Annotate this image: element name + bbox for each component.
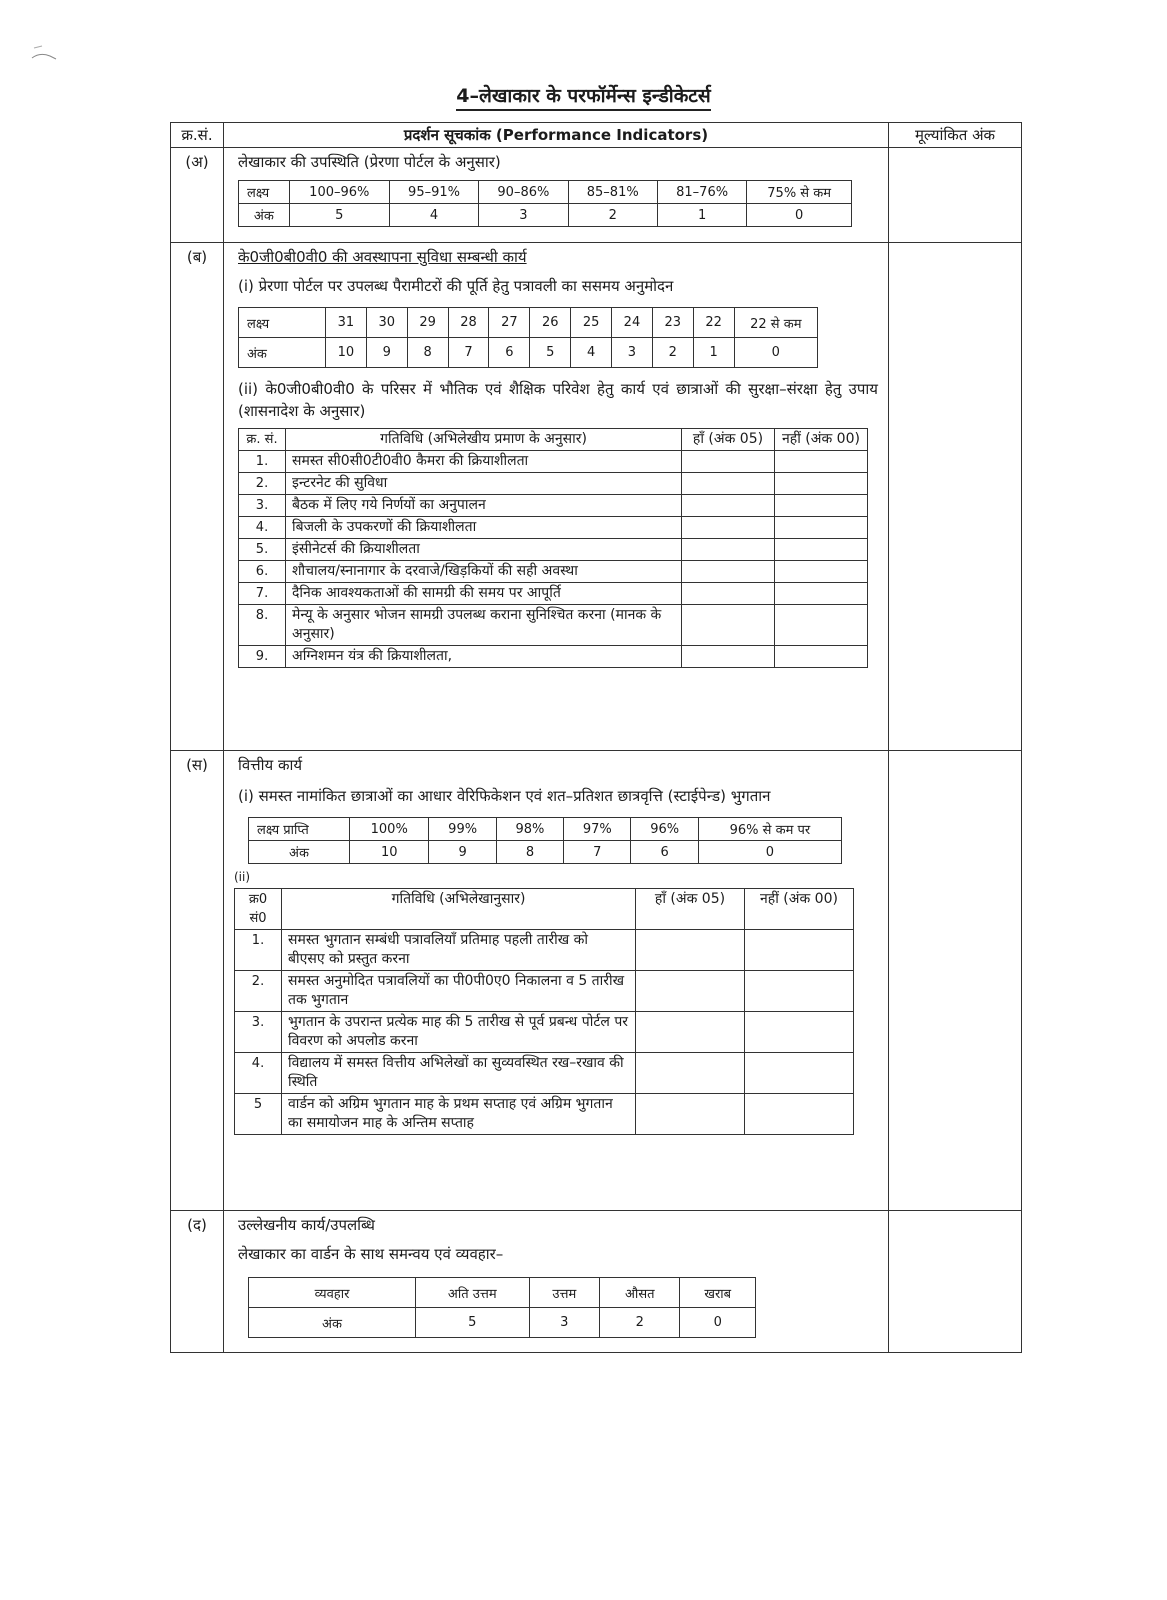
activity-no-header: क्र0 सं0: [235, 889, 282, 930]
score-cell: 95–91%: [389, 181, 478, 204]
no-header: नहीं (अंक 00): [745, 889, 854, 930]
score-cell: 1: [657, 204, 746, 227]
activity-text: अग्निशमन यंत्र की क्रियाशीलता,: [286, 646, 682, 668]
section-b-body: [224, 243, 889, 751]
yes-cell: [682, 605, 775, 646]
activity-number: 2.: [235, 971, 282, 1012]
row-label: अंक: [239, 204, 290, 227]
activity-row: [239, 539, 868, 561]
no-header: नहीं (अंक 00): [775, 429, 868, 451]
score-cell: 4: [571, 338, 612, 368]
yes-cell: [682, 451, 775, 473]
yes-cell: [682, 473, 775, 495]
activity-text: शौचालय/स्नानागार के दरवाजे/खिड़कियों की सही अवस्था: [286, 561, 682, 583]
attendance-score-table: [238, 180, 852, 227]
yes-cell: [682, 583, 775, 605]
page-title: 4–लेखाकार के परफॉर्मेन्स इन्डीकेटर्स: [0, 82, 1167, 108]
score-cell: 5: [416, 1308, 530, 1338]
target-row: [239, 308, 818, 338]
score-cell: 81–76%: [657, 181, 746, 204]
no-cell: [745, 1094, 854, 1135]
row-label: अंक: [249, 841, 350, 864]
score-cell: 8: [407, 338, 448, 368]
activity-number: 1.: [239, 451, 286, 473]
activity-text: समस्त सी0सी0टी0वी0 कैमरा की क्रियाशीलता: [286, 451, 682, 473]
section-d-sub: लेखाकार का वार्डन के साथ समन्वय एवं व्यवहार–: [238, 1245, 504, 1263]
row-label: अंक: [249, 1308, 416, 1338]
score-cell: 85–81%: [568, 181, 657, 204]
yes-cell: [636, 971, 745, 1012]
score-cell: 99%: [429, 818, 496, 841]
score-cell: 28: [448, 308, 489, 338]
score-cell: 7: [448, 338, 489, 368]
yes-header: हाँ (अंक 05): [636, 889, 745, 930]
activity-row: [239, 495, 868, 517]
activity-header: गतिविधि (अभिलेखानुसार): [282, 889, 636, 930]
score-cell: 9: [366, 338, 407, 368]
score-cell: 90–86%: [479, 181, 568, 204]
scan-mark: [30, 44, 60, 64]
no-cell: [775, 561, 868, 583]
score-cell: 0: [680, 1308, 756, 1338]
row-label: अंक: [239, 338, 326, 368]
section-b-sub-i: (i) प्रेरणा पोर्टल पर उपलब्ध पैरामीटरों की पूर्ति हेतु पत्रावली का ससमय अनुमोदन: [238, 277, 674, 295]
yes-cell: [636, 1094, 745, 1135]
no-cell: [775, 451, 868, 473]
points-row: [249, 1308, 756, 1338]
score-cell: 6: [489, 338, 530, 368]
score-cell: 9: [429, 841, 496, 864]
activity-number: 6.: [239, 561, 286, 583]
score-cell: 10: [349, 841, 428, 864]
score-cell: 30: [366, 308, 407, 338]
activity-text: वार्डन को अग्रिम भुगतान माह के प्रथम सप्ताह एवं अग्रिम भुगतान का समायोजन माह के अन्तिम सप्ताह: [282, 1094, 636, 1135]
activity-text: बैठक में लिए गये निर्णयों का अनुपालन: [286, 495, 682, 517]
activity-text: भुगतान के उपरान्त प्रत्येक माह की 5 तारीख से पूर्व प्रबन्ध पोर्टल पर विवरण को अपलोड करना: [282, 1012, 636, 1053]
no-cell: [745, 1012, 854, 1053]
section-a-title: लेखाकार की उपस्थिति (प्रेरणा पोर्टल के अनुसार): [238, 153, 501, 171]
score-cell: 3: [529, 1308, 600, 1338]
activity-text: मेन्यू के अनुसार भोजन सामग्री उपलब्ध कराना सुनिश्चित करना (मानक के अनुसार): [286, 605, 682, 646]
activity-number: 5: [235, 1094, 282, 1135]
activity-text: इन्टरनेट की सुविधा: [286, 473, 682, 495]
activity-row: [239, 605, 868, 646]
activity-row: [239, 451, 868, 473]
activity-number: 9.: [239, 646, 286, 668]
activity-number: 8.: [239, 605, 286, 646]
section-a-body: [224, 148, 889, 243]
section-b-title: के0जी0बी0वी0 की अवस्थापना सुविधा सम्बन्धी कार्य: [238, 248, 527, 266]
no-cell: [775, 539, 868, 561]
activity-number: 3.: [239, 495, 286, 517]
score-cell: 8: [496, 841, 563, 864]
header-row: [171, 123, 1022, 148]
score-cell: 23: [652, 308, 693, 338]
section-d-body: [224, 1211, 889, 1353]
activity-number: 2.: [239, 473, 286, 495]
score-cell: 6: [631, 841, 698, 864]
activity-row: [239, 561, 868, 583]
activity-number: 7.: [239, 583, 286, 605]
score-cell: 29: [407, 308, 448, 338]
activity-number: 3.: [235, 1012, 282, 1053]
score-cell: अति उत्तम: [416, 1278, 530, 1308]
facility-activity-table: [238, 428, 868, 668]
yes-cell: [682, 495, 775, 517]
section-c-marks: [889, 751, 1022, 1211]
score-cell: 10: [326, 338, 367, 368]
score-cell: 2: [568, 204, 657, 227]
activity-text: दैनिक आवश्यकताओं की सामग्री की समय पर आपूर्ति: [286, 583, 682, 605]
activity-header-row: [235, 889, 854, 930]
behaviour-score-table: [248, 1277, 756, 1338]
activity-text: समस्त अनुमोदित पत्रावलियों का पी0पी0ए0 निकालना व 5 तारीख तक भुगतान: [282, 971, 636, 1012]
target-row: [249, 818, 842, 841]
no-cell: [775, 646, 868, 668]
row-label: लक्ष्य: [239, 308, 326, 338]
yes-cell: [636, 1012, 745, 1053]
section-b-sub-ii: (ii) के0जी0बी0वी0 के परिसर में भौतिक एवं शैक्षिक परिवेश हेतु कार्य एवं छात्राओं की सुरक्षा–संरक्षा हेतु उपाय (शासनादेश के अनुसार): [238, 380, 878, 420]
points-row: [239, 338, 818, 368]
section-d-title: उल्लेखनीय कार्य/उपलब्धि: [238, 1216, 375, 1234]
section-d-marks: [889, 1211, 1022, 1353]
section-c-body: [224, 751, 889, 1211]
target-row: [249, 1278, 756, 1308]
score-cell: उत्तम: [529, 1278, 600, 1308]
activity-number: 4.: [235, 1053, 282, 1094]
activity-text: बिजली के उपकरणों की क्रियाशीलता: [286, 517, 682, 539]
score-cell: 22: [693, 308, 734, 338]
score-cell: 4: [389, 204, 478, 227]
yes-cell: [636, 930, 745, 971]
score-cell: 3: [612, 338, 653, 368]
no-cell: [745, 930, 854, 971]
row-label: व्यवहार: [249, 1278, 416, 1308]
score-cell: 27: [489, 308, 530, 338]
section-c-title: वित्तीय कार्य: [238, 756, 303, 774]
section-b-marks: [889, 243, 1022, 751]
activity-text: विद्यालय में समस्त वित्तीय अभिलेखों का सुव्यवस्थित रख–रखाव की स्थिति: [282, 1053, 636, 1094]
score-cell: खराब: [680, 1278, 756, 1308]
section-a: [171, 148, 1022, 243]
score-cell: 2: [600, 1308, 680, 1338]
no-cell: [775, 583, 868, 605]
score-cell: 2: [652, 338, 693, 368]
section-b: [171, 243, 1022, 751]
yes-cell: [636, 1053, 745, 1094]
no-cell: [775, 605, 868, 646]
yes-cell: [682, 539, 775, 561]
activity-number: 5.: [239, 539, 286, 561]
score-cell: 7: [564, 841, 631, 864]
row-label: लक्ष्य प्राप्ति: [249, 818, 350, 841]
score-cell: 24: [612, 308, 653, 338]
activity-row: [235, 930, 854, 971]
score-cell: 100–96%: [289, 181, 389, 204]
section-d: [171, 1211, 1022, 1353]
yes-cell: [682, 561, 775, 583]
finance-activity-table: [234, 888, 854, 1135]
yes-header: हाँ (अंक 05): [682, 429, 775, 451]
points-row: [239, 204, 852, 227]
header-marks: मूल्यांकित अंक: [889, 123, 1022, 148]
activity-header: गतिविधि (अभिलेखीय प्रमाण के अनुसार): [286, 429, 682, 451]
section-a-no: (अ): [171, 148, 224, 243]
activity-text: समस्त भुगतान सम्बंधी पत्रावलियाँ प्रतिमाह पहली तारीख को बीएसए को प्रस्तुत करना: [282, 930, 636, 971]
performance-table: [170, 122, 1022, 1353]
score-cell: 25: [571, 308, 612, 338]
score-cell: 0: [734, 338, 817, 368]
no-cell: [745, 1053, 854, 1094]
activity-number: 1.: [235, 930, 282, 971]
section-d-no: (द): [171, 1211, 224, 1353]
activity-row: [235, 1094, 854, 1135]
section-b-no: (ब): [171, 243, 224, 751]
score-cell: 22 से कम: [734, 308, 817, 338]
no-cell: [745, 971, 854, 1012]
score-cell: 0: [698, 841, 841, 864]
header-no: क्र.सं.: [171, 123, 224, 148]
activity-row: [239, 646, 868, 668]
parameter-score-table: [238, 307, 818, 368]
section-a-marks: [889, 148, 1022, 243]
score-cell: 100%: [349, 818, 428, 841]
score-cell: 5: [289, 204, 389, 227]
section-c-no: (स): [171, 751, 224, 1211]
score-cell: 97%: [564, 818, 631, 841]
score-cell: 26: [530, 308, 571, 338]
score-cell: 31: [326, 308, 367, 338]
yes-cell: [682, 646, 775, 668]
stipend-score-table: [248, 817, 842, 864]
activity-row: [235, 971, 854, 1012]
section-c-sub-ii: (ii): [234, 870, 251, 884]
no-cell: [775, 517, 868, 539]
activity-row: [239, 473, 868, 495]
activity-number: 4.: [239, 517, 286, 539]
no-cell: [775, 473, 868, 495]
activity-text: इंसीनेटर्स की क्रियाशीलता: [286, 539, 682, 561]
score-cell: 1: [693, 338, 734, 368]
section-c-sub-i: (i) समस्त नामांकित छात्राओं का आधार वेरिफिकेशन एवं शत–प्रतिशत छात्रवृत्ति (स्टाईपेन्ड) भुगतान: [238, 787, 771, 805]
yes-cell: [682, 517, 775, 539]
section-c: [171, 751, 1022, 1211]
target-row: [239, 181, 852, 204]
score-cell: 75% से कम: [747, 181, 852, 204]
score-cell: औसत: [600, 1278, 680, 1308]
score-cell: 96% से कम पर: [698, 818, 841, 841]
row-label: लक्ष्य: [239, 181, 290, 204]
score-cell: 98%: [496, 818, 563, 841]
activity-header-row: [239, 429, 868, 451]
score-cell: 5: [530, 338, 571, 368]
no-cell: [775, 495, 868, 517]
score-cell: 0: [747, 204, 852, 227]
points-row: [249, 841, 842, 864]
score-cell: 96%: [631, 818, 698, 841]
activity-row: [239, 517, 868, 539]
activity-no-header: क्र. सं.: [239, 429, 286, 451]
activity-row: [235, 1053, 854, 1094]
activity-row: [235, 1012, 854, 1053]
activity-row: [239, 583, 868, 605]
score-cell: 3: [479, 204, 568, 227]
header-indicator: प्रदर्शन सूचकांक (Performance Indicators): [224, 123, 889, 148]
